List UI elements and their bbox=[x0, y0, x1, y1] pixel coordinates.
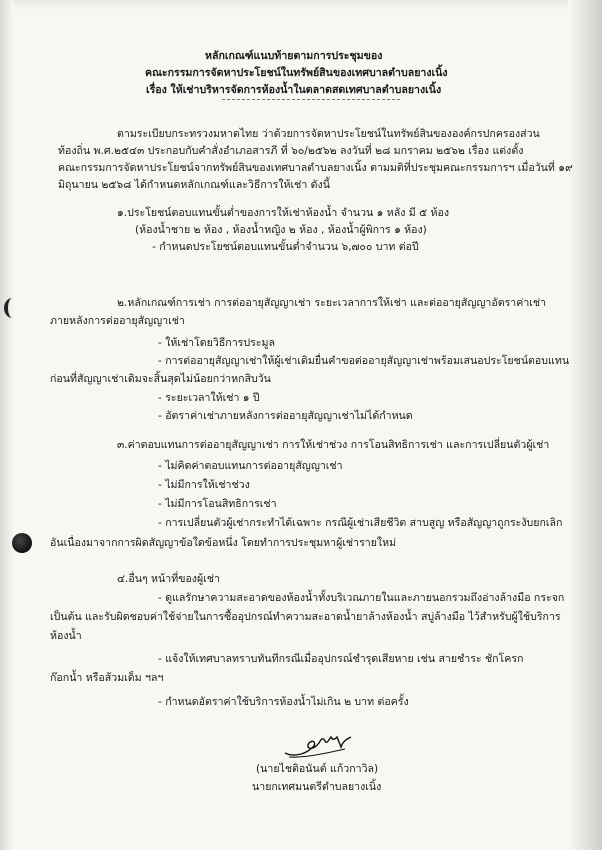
section3-item-1: - ไม่คิดค่าตอบแทนการต่ออายุสัญญาเช่า bbox=[158, 460, 343, 472]
section1-item-1: - กำหนดประโยชน์ตอบแทนขั้นต่ำจำนวน ๖,๗๐๐ บาท ต่อปี bbox=[152, 241, 419, 253]
punch-hole-bottom bbox=[12, 533, 32, 553]
section2-heading-cont: ภายหลังการต่ออายุสัญญาเช่า bbox=[50, 315, 185, 327]
section4-item-1-cont1: เป็นต้น และรับผิดชอบค่าใช้จ่ายในการซื้ออุปกรณ์ทำความสะอาดน้ำยาล้างห้องน้ำ สบู่ล้างมือ ไว้สำหรับผู้ใช้บริการ bbox=[50, 611, 561, 623]
signature-position: นายกเทศมนตรีตำบลยางเนิ้ง bbox=[252, 781, 382, 793]
section1-detail: (ห้องน้ำชาย ๒ ห้อง , ห้องน้ำหญิง ๒ ห้อง , ห้องน้ำผู้พิการ ๑ ห้อง) bbox=[135, 224, 427, 236]
section2-item-1: - ให้เช่าโดยวิธีการประมูล bbox=[158, 337, 275, 349]
section2-heading: ๒.หลักเกณฑ์การเช่า การต่ออายุสัญญาเช่า ระยะเวลาการให้เช่า และต่ออายุสัญญาอัตราค่าเช่า bbox=[117, 297, 547, 309]
header-separator bbox=[222, 99, 400, 100]
section2-item-3: - ระยะเวลาให้เช่า ๑ ปี bbox=[158, 392, 260, 404]
signature-name: (นายไชติอนันต์ แก้วกาวิล) bbox=[256, 763, 379, 775]
intro-line-1: ตามระเบียบกระทรวงมหาดไทย ว่าด้วยการจัดหาประโยชน์ในทรัพย์สินขององค์กรปกครองส่วน bbox=[117, 128, 540, 140]
section3-item-2: - ไม่มีการให้เช่าช่วง bbox=[158, 479, 250, 491]
section1-heading: ๑.ประโยชน์ตอบแทนขั้นต่ำของการให้เช่าห้องน้ำ จำนวน ๑ หลัง มี ๕ ห้อง bbox=[117, 207, 449, 219]
header-line-2: คณะกรรมการจัดหาประโยชน์ในทรัพย์สินของเทศบาลตำบลยางเนิ้ง bbox=[145, 67, 448, 79]
intro-line-4: มิถุนายน ๒๕๖๘ ได้กำหนดหลักเกณฑ์และวิธีการให้เช่า ดังนี้ bbox=[58, 179, 330, 191]
section2-item-2-cont: ก่อนที่สัญญาเช่าเดิมจะสิ้นสุดไม่น้อยกว่าหกสิบวัน bbox=[50, 373, 271, 385]
header-line-3: เรื่อง ให้เช่าบริหารจัดการห้องน้ำในตลาดสดเทศบาลตำบลยางเนิ้ง bbox=[146, 84, 442, 96]
paper-shadow-right bbox=[568, 0, 602, 850]
intro-line-2: ท้องถิ่น พ.ศ.๒๕๔๓ ประกอบกับคำสั่งอำเภอสารภี ที่ ๖๐/๒๕๖๒ ลงวันที่ ๒๘ มกราคม ๒๕๖๒ เรื่อง แต่งตั้ง bbox=[58, 145, 524, 157]
punch-hole-top bbox=[4, 298, 21, 318]
section3-item-4: - การเปลี่ยนตัวผู้เช่ากระทำได้เฉพาะ กรณีผู้เช่าเสียชีวิต สาบสูญ หรือสัญญาถูกระงับยกเลิก bbox=[158, 517, 563, 529]
intro-line-3: คณะกรรมการจัดหาประโยชน์จากทรัพย์สินของเทศบาลตำบลยางเนิ้ง ตามมติที่ประชุมคณะกรรมการฯ เมื่อวันที่ ๑๙ bbox=[58, 162, 573, 174]
section4-item-2: - แจ้งให้เทศบาลทราบทันทีกรณีเมื่ออุปกรณ์ชำรุดเสียหาย เช่น สายชำระ ชักโครก bbox=[158, 653, 524, 665]
section4-item-3: - กำหนดอัตราค่าใช้บริการห้องน้ำไม่เกิน ๒ บาท ต่อครั้ง bbox=[158, 696, 409, 708]
section4-item-1: - ดูแลรักษาความสะอาดของห้องน้ำทั้งบริเวณภายในและภายนอกรวมถึงอ่างล้างมือ กระจก bbox=[158, 592, 565, 604]
paper-shadow-left bbox=[0, 0, 14, 850]
section4-item-1-cont2: ห้องน้ำ bbox=[50, 630, 82, 642]
section4-item-2-cont: ก๊อกน้ำ หรือส้วมเต็ม ฯลฯ bbox=[50, 672, 164, 684]
paper-shadow-top bbox=[0, 0, 602, 10]
section3-item-3: - ไม่มีการโอนสิทธิการเช่า bbox=[158, 498, 277, 510]
section2-item-2: - การต่ออายุสัญญาเช่าให้ผู้เช่าเดิมยื่นคำขอต่ออายุสัญญาเช่าพร้อมเสนอประโยชน์ตอบแทน bbox=[158, 355, 570, 367]
section4-heading: ๔.อื่นๆ หน้าที่ของผู้เช่า bbox=[117, 573, 220, 585]
signature-image bbox=[283, 727, 353, 761]
section3-heading: ๓.ค่าตอบแทนการต่ออายุสัญญาเช่า การให้เช่าช่วง การโอนสิทธิการเช่า และการเปลี่ยนตัวผู้เช่า bbox=[117, 439, 550, 451]
header-line-1: หลักเกณฑ์แนบท้ายตามการประชุมของ bbox=[205, 50, 383, 62]
section3-item-4-cont: อันเนื่องมาจากการผิดสัญญาข้อใดข้อหนึ่ง โดยทำการประชุมหาผู้เช่ารายใหม่ bbox=[50, 537, 397, 549]
section2-item-4: - อัตราค่าเช่าภายหลังการต่ออายุสัญญาเช่าไม่ได้กำหนด bbox=[158, 410, 413, 422]
